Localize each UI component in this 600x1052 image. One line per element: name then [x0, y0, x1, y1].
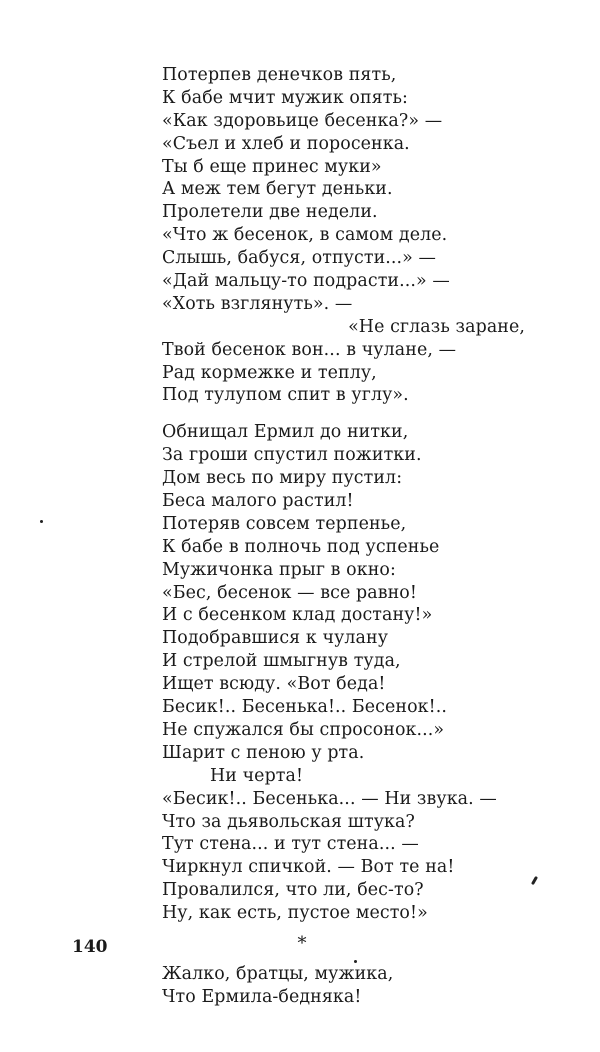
poem-line: Беса малого растил!	[162, 491, 354, 512]
poem-line: «Как здоровьице бесенка?» —	[162, 110, 443, 131]
poem-line: Обнищал Ермил до нитки,	[162, 422, 409, 443]
poem-line: Что Ермила-бедняка!	[162, 986, 362, 1007]
poem-line: «Бес, бесенок — все равно!	[162, 582, 417, 603]
poem-line: Ищет всюду. «Вот беда!	[162, 674, 386, 695]
poem-line: А меж тем бегут деньки.	[162, 179, 393, 200]
poem-line: Дом весь по миру пустил:	[162, 468, 403, 489]
poem-line: «Бесик!.. Бесенька... — Ни звука. —	[162, 788, 497, 809]
poem-line: И стрелой шмыгнув туда,	[162, 651, 401, 672]
section-separator: *	[297, 932, 307, 954]
poem-line: Рад кормежке и теплу,	[162, 362, 377, 383]
poem-line: Потеряв совсем терпенье,	[162, 513, 407, 534]
poem-line: Тут стена... и тут стена... —	[162, 834, 419, 855]
poem-line: К бабе в полночь под успенье	[162, 536, 440, 557]
poem-line: Что за дьявольская штука?	[162, 811, 415, 832]
print-speck	[354, 960, 357, 963]
poem-line: Слышь, бабуся, отпусти...» —	[162, 248, 437, 269]
stanza-gap	[162, 407, 562, 421]
print-speck	[40, 520, 43, 523]
poem-line: «Съел и хлеб и поросенка.	[162, 133, 410, 154]
poem-line: Шарит с пеною у рта.	[162, 742, 365, 763]
poem-line: Пролетели две недели.	[162, 202, 378, 223]
poem-line: Чиркнул спичкой. — Вот те на!	[162, 857, 455, 878]
poem-line: «Хоть взглянуть». —	[162, 293, 353, 314]
poem-line: «Дай мальцу-то подрасти...» —	[162, 271, 450, 292]
poem-line: Не спужался бы спросонок...»	[162, 719, 445, 740]
poem-line: «Что ж бесенок, в самом деле.	[162, 225, 448, 246]
poem-line: Под тулупом спит в углу».	[162, 385, 409, 406]
poem-line: За гроши спустил пожитки.	[162, 445, 422, 466]
poem-line-indented: Ни черта!	[210, 765, 304, 786]
page-number: 140	[72, 937, 108, 957]
poem-line: К бабе мчит мужик опять:	[162, 87, 409, 108]
poem-line: Мужичонка прыг в окно:	[162, 559, 396, 580]
poem-line: И с бесенком клад достану!»	[162, 605, 433, 626]
poem-line: Твой бесенок вон... в чулане, —	[162, 339, 457, 360]
poem-line: Ты б еще принес муки»	[162, 156, 382, 177]
poem-line: Ну, как есть, пустое место!»	[162, 903, 428, 924]
poem-line: Жалко, братцы, мужика,	[162, 963, 394, 984]
poem-line: Бесик!.. Бесенька!.. Бесенок!..	[162, 697, 447, 718]
poem-line: Провалился, что ли, бес-то?	[162, 880, 424, 901]
poem-line-right: «Не сглазь заране,	[348, 316, 525, 337]
poem-line: Подобравшися к чулану	[162, 628, 389, 649]
poem-text	[162, 64, 562, 1009]
poem-line: Потерпев денечков пять,	[162, 65, 397, 85]
